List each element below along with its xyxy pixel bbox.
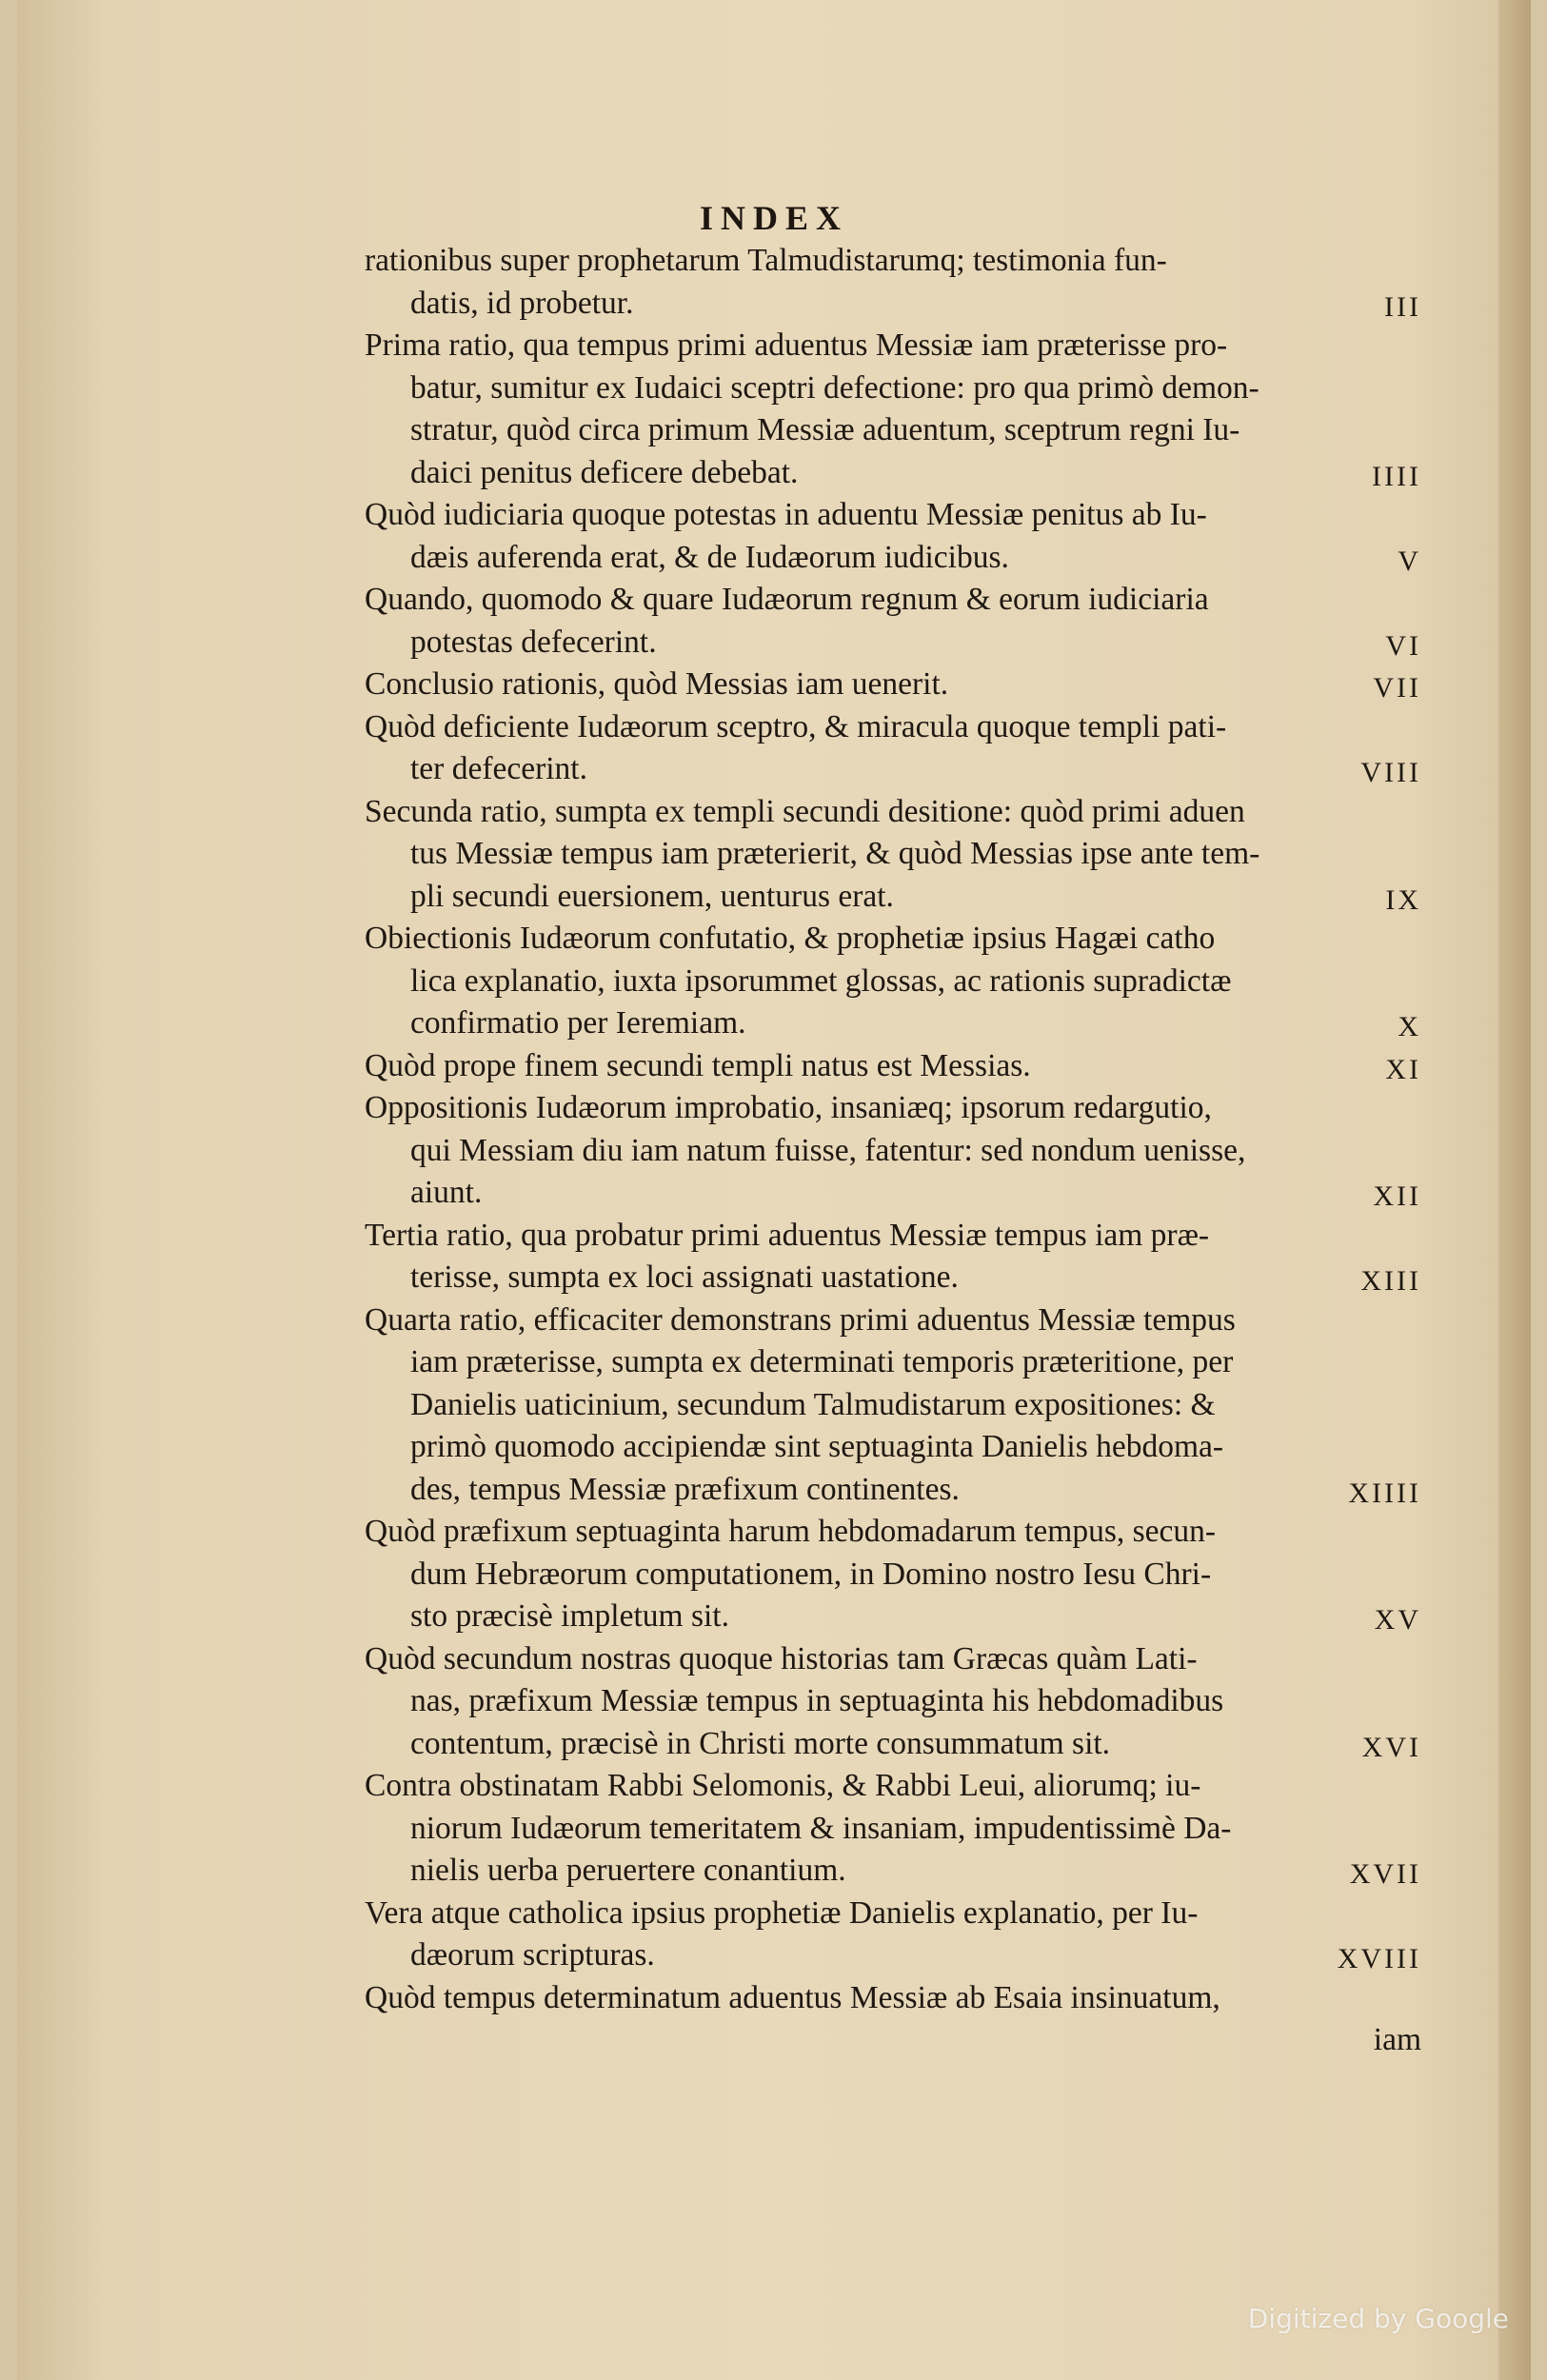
entry-continuation-line xyxy=(365,876,1421,919)
entry-continuation-line xyxy=(365,367,1421,410)
chapter-number: VIII xyxy=(1360,757,1421,788)
entry-first-line xyxy=(365,1638,1421,1681)
entry-continuation-line xyxy=(365,1850,1421,1893)
entry-text: potestas defecerint. xyxy=(410,624,657,660)
entry-continuation-line xyxy=(365,1934,1421,1977)
index-entry xyxy=(365,1087,1421,1215)
entry-first-line xyxy=(365,706,1421,749)
entry-continuation-line xyxy=(365,452,1421,495)
entry-text: Tertia ratio, qua probatur primi aduentus Messiæ tempus iam præ- xyxy=(365,1217,1210,1253)
chapter-number: XIIII xyxy=(1348,1477,1421,1509)
entry-text: des, tempus Messiæ præfixum continentes. xyxy=(410,1471,960,1507)
index-entry xyxy=(365,1511,1421,1638)
chapter-number: VI xyxy=(1385,629,1421,662)
entry-text: ter defecerint. xyxy=(410,751,587,786)
entry-text: Vera atque catholica ipsius prophetiæ Danielis explanatio, per Iu- xyxy=(365,1894,1199,1931)
chapter-number: VII xyxy=(1373,672,1421,704)
index-entry xyxy=(365,325,1421,494)
entry-text: nas, præfixum Messiæ tempus in septuaginta his hebdomadibus xyxy=(410,1683,1224,1718)
entry-text: Obiectionis Iudæorum confutatio, & prophetiæ ipsius Hagæi catho xyxy=(365,921,1216,956)
index-entry xyxy=(365,1299,1421,1512)
entry-first-line xyxy=(365,1893,1421,1935)
entry-text: terisse, sumpta ex loci assignati uastatione. xyxy=(410,1259,959,1295)
entry-first-line xyxy=(365,1045,1421,1088)
entry-text: Quòd tempus determinatum aduentus Messiæ ab Esaia insinuatum, xyxy=(365,1979,1220,2015)
entry-first-line xyxy=(365,1299,1421,1342)
chapter-number: XIII xyxy=(1360,1265,1421,1297)
entry-continuation-line xyxy=(365,283,1421,326)
index-entry xyxy=(365,1045,1421,1088)
chapter-number: XVII xyxy=(1349,1858,1421,1890)
index-entry xyxy=(365,240,1421,325)
entry-first-line xyxy=(365,664,1421,706)
entry-first-line xyxy=(365,1215,1421,1258)
entry-text: tus Messiæ tempus iam præterierit, & quòd Messias ipse ante tem- xyxy=(410,836,1260,871)
entry-continuation-line xyxy=(365,409,1421,452)
entry-text: dæis auferenda erat, & de Iudæorum iudicibus. xyxy=(410,539,1009,575)
entry-text: Quòd secundum nostras quoque historias tam Græcas quàm Lati- xyxy=(365,1640,1198,1676)
entry-first-line xyxy=(365,918,1421,961)
entry-continuation-line xyxy=(365,1680,1421,1723)
index-entries xyxy=(365,240,1421,2062)
entry-text: aiunt. xyxy=(410,1175,483,1210)
entry-text: Prima ratio, qua tempus primi aduentus Messiæ iam præterisse pro- xyxy=(365,327,1228,363)
entry-continuation-line xyxy=(365,1723,1421,1766)
entry-text: Quòd præfixum septuaginta harum hebdomadarum tempus, secun- xyxy=(365,1514,1217,1549)
entry-continuation-line xyxy=(365,1172,1421,1215)
chapter-number: XII xyxy=(1373,1180,1421,1212)
entry-first-line xyxy=(365,325,1421,367)
index-entry xyxy=(365,494,1421,579)
entry-text: niorum Iudæorum temeritatem & insaniam, impudentissimè Da- xyxy=(410,1810,1232,1846)
entry-continuation-line xyxy=(365,1341,1421,1384)
entry-text: Quarta ratio, efficaciter demonstrans primi aduentus Messiæ tempus xyxy=(365,1301,1236,1338)
entry-first-line xyxy=(365,1511,1421,1554)
entry-text: stratur, quòd circa primum Messiæ aduentum, sceptrum regni Iu- xyxy=(410,412,1240,447)
chapter-number: V xyxy=(1398,545,1421,577)
entry-continuation-line xyxy=(365,1596,1421,1638)
chapter-number: IIII xyxy=(1372,460,1421,492)
entry-continuation-line xyxy=(365,1002,1421,1045)
entry-text: Quòd iudiciaria quoque potestas in aduentu Messiæ penitus ab Iu- xyxy=(365,497,1207,532)
entry-continuation-line xyxy=(365,1469,1421,1512)
entry-continuation-line xyxy=(365,1384,1421,1427)
entry-first-line xyxy=(365,791,1421,834)
index-entry xyxy=(365,1977,1421,2062)
chapter-number: III xyxy=(1384,290,1421,323)
chapter-number: XV xyxy=(1374,1604,1421,1636)
entry-text: sto præcisè impletum sit. xyxy=(410,1598,729,1634)
index-entry xyxy=(365,791,1421,919)
entry-text: Conclusio rationis, quòd Messias iam uenerit. xyxy=(365,666,949,702)
entry-text: pli secundi euersionem, uenturus erat. xyxy=(410,878,894,914)
entry-continuation-line xyxy=(365,748,1421,791)
entry-text: qui Messiam diu iam natum fuisse, fatentur: sed nondum uenisse, xyxy=(410,1132,1246,1168)
entry-text: Quando, quomodo & quare Iudæorum regnum & eorum iudiciaria xyxy=(365,582,1209,617)
watermark: Digitized by Google xyxy=(1247,2303,1509,2334)
index-entry xyxy=(365,664,1421,706)
page-gutter xyxy=(1498,0,1531,2380)
entry-continuation-line xyxy=(365,1257,1421,1299)
index-entry xyxy=(365,918,1421,1045)
index-entry xyxy=(365,1215,1421,1299)
entry-text: Oppositionis Iudæorum improbatio, insaniæq; ipsorum redargutio, xyxy=(365,1090,1212,1125)
entry-first-line xyxy=(365,1087,1421,1130)
entry-continuation-line xyxy=(365,961,1421,1003)
chapter-number: XVIII xyxy=(1337,1943,1421,1974)
entry-first-line xyxy=(365,579,1421,622)
book-page xyxy=(17,0,1531,2380)
entry-continuation-line xyxy=(365,1426,1421,1469)
entry-text: dæorum scripturas. xyxy=(410,1937,655,1973)
entry-first-line xyxy=(365,1977,1421,2020)
entry-text: lica explanatio, iuxta ipsorummet glossas, ac rationis supradictæ xyxy=(410,962,1232,999)
entry-continuation-line xyxy=(365,1554,1421,1597)
index-entry xyxy=(365,1893,1421,1977)
entry-text: dum Hebræorum computationem, in Domino nostro Iesu Chri- xyxy=(410,1556,1212,1592)
entry-text: Quòd deficiente Iudæorum sceptro, & miracula quoque templi pati- xyxy=(365,708,1227,744)
chapter-number: XVI xyxy=(1361,1731,1421,1763)
entry-first-line xyxy=(365,494,1421,537)
entry-text: Quòd prope finem secundi templi natus est Messias. xyxy=(365,1047,1031,1083)
running-header: INDEX xyxy=(699,199,848,237)
entry-text: Danielis uaticinium, secundum Talmudistarum expositiones: & xyxy=(410,1386,1216,1422)
entry-text: datis, id probetur. xyxy=(410,285,634,321)
index-entry xyxy=(365,1638,1421,1766)
entry-continuation-line xyxy=(365,2019,1421,2062)
entry-continuation-line xyxy=(365,1130,1421,1173)
entry-continuation-line xyxy=(365,833,1421,876)
chapter-number: X xyxy=(1398,1011,1421,1042)
entry-text: Contra obstinatam Rabbi Selomonis, & Rabbi Leui, aliorumq; iu- xyxy=(365,1768,1201,1803)
entry-first-line xyxy=(365,1765,1421,1808)
entry-continuation-line xyxy=(365,537,1421,580)
chapter-number: XI xyxy=(1385,1053,1421,1085)
entry-text: batur, sumitur ex Iudaici sceptri defectione: pro qua primò demon- xyxy=(410,369,1259,406)
entry-continuation-line xyxy=(365,1808,1421,1851)
entry-text: iam præterisse, sumpta ex determinati temporis præteritione, per xyxy=(410,1344,1234,1379)
chapter-number: IX xyxy=(1385,883,1421,916)
entry-text: primò quomodo accipiendæ sint septuaginta Danielis hebdoma- xyxy=(410,1429,1224,1464)
entry-text: Secunda ratio, sumpta ex templi secundi desitione: quòd primi aduen xyxy=(365,793,1245,829)
entry-text: contentum, præcisè in Christi morte consummatum sit. xyxy=(410,1725,1111,1761)
index-entry xyxy=(365,1765,1421,1893)
entry-text: rationibus super prophetarum Talmudistarumq; testimonia fun- xyxy=(365,243,1167,278)
entry-first-line xyxy=(365,240,1421,283)
entry-text: daici penitus deficere debebat. xyxy=(410,454,799,490)
index-entry xyxy=(365,706,1421,791)
entry-text: nielis uerba peruertere conantium. xyxy=(410,1853,846,1888)
index-entry xyxy=(365,579,1421,664)
entry-text: confirmatio per Ieremiam. xyxy=(410,1005,746,1041)
entry-text: iam xyxy=(1373,2022,1421,2057)
entry-continuation-line xyxy=(365,622,1421,664)
